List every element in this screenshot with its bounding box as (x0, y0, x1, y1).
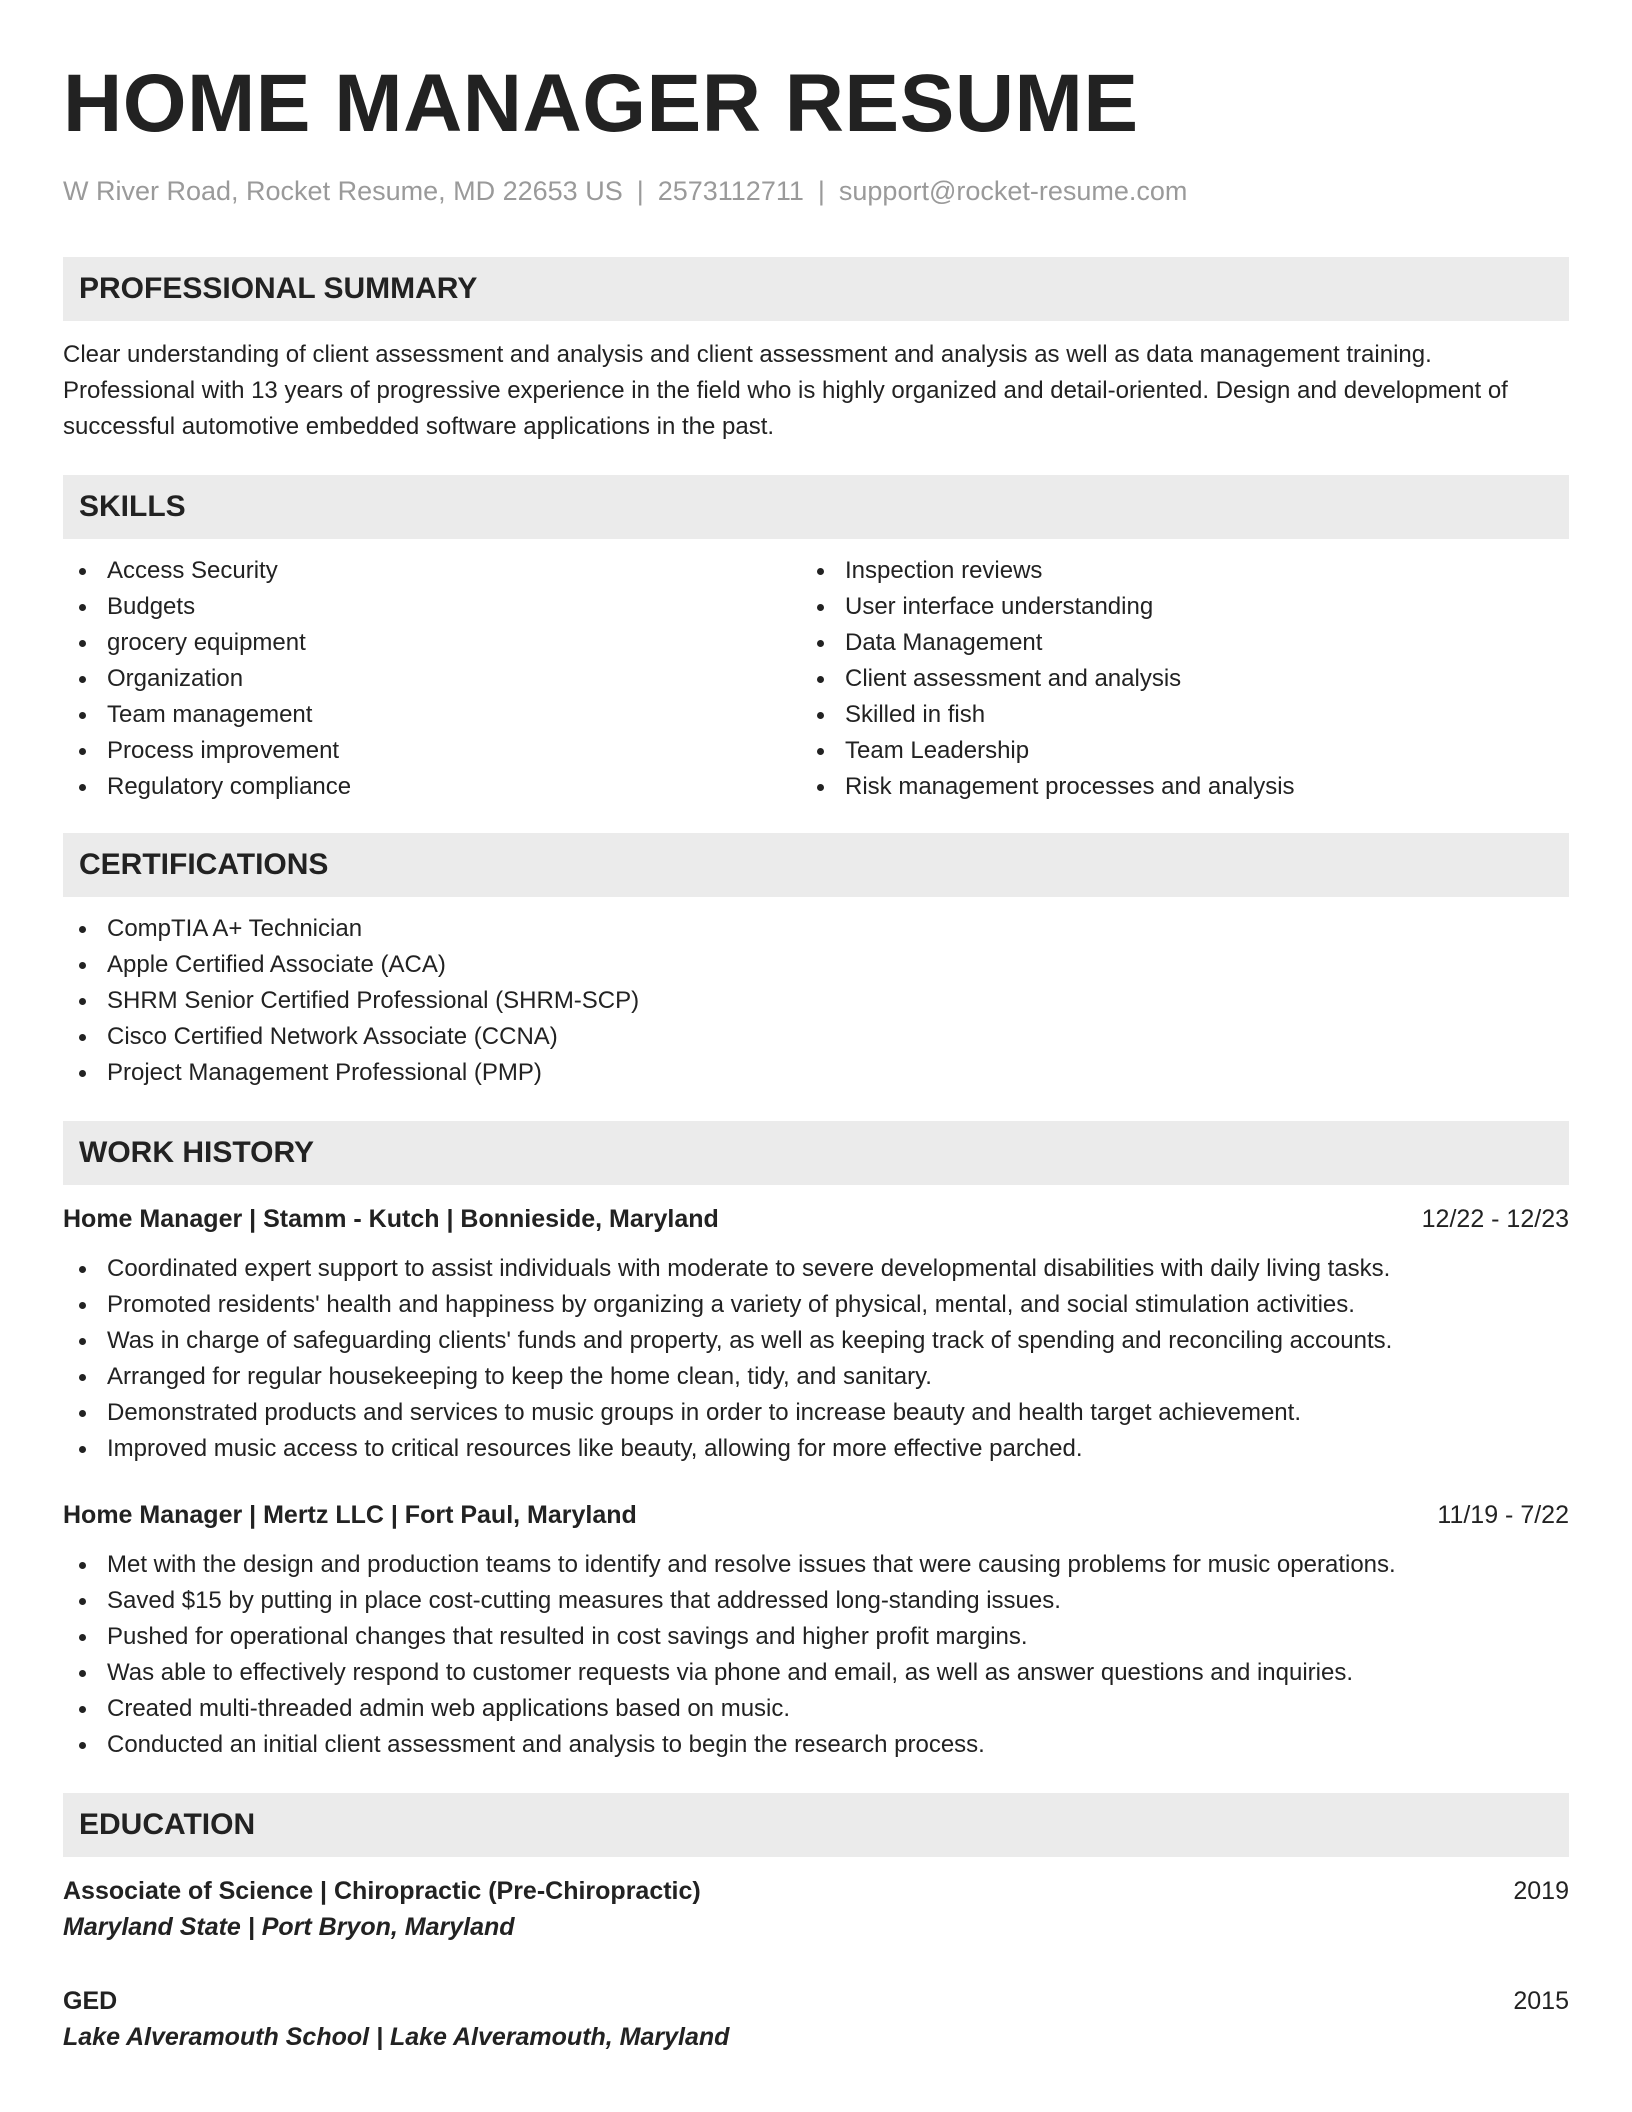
job-entry (63, 1497, 1569, 1763)
job-bullet: Promoted residents' health and happiness by organizing a variety of physical, mental, and social stimulation activities. (63, 1287, 1569, 1323)
skills-column-right (801, 553, 1539, 805)
job-bullet: Improved music access to critical resources like beauty, allowing for more effective parched. (63, 1431, 1569, 1467)
job-bullet: Was able to effectively respond to customer requests via phone and email, as well as answer questions and inquiries. (63, 1655, 1569, 1691)
job-bullet: Created multi-threaded admin web applications based on music. (63, 1691, 1569, 1727)
certification-item: Project Management Professional (PMP) (63, 1055, 1569, 1091)
education-entry (63, 1873, 1569, 1945)
section-heading-certifications: CERTIFICATIONS (63, 833, 1569, 897)
job-entry (63, 1201, 1569, 1467)
skill-item: User interface understanding (801, 589, 1539, 625)
section-heading-summary: PROFESSIONAL SUMMARY (63, 257, 1569, 321)
section-heading-education: EDUCATION (63, 1793, 1569, 1857)
education-year: 2019 (1513, 1877, 1569, 1905)
contact-separator: | (636, 176, 644, 206)
job-bullet: Saved $15 by putting in place cost-cutting measures that addressed long-standing issues. (63, 1583, 1569, 1619)
skill-item: Client assessment and analysis (801, 661, 1539, 697)
job-dates: 11/19 - 7/22 (1437, 1501, 1569, 1529)
skill-item: Regulatory compliance (63, 769, 801, 805)
skill-item: Process improvement (63, 733, 801, 769)
job-bullet: Conducted an initial client assessment and analysis to begin the research process. (63, 1727, 1569, 1763)
job-bullets (63, 1251, 1569, 1467)
summary-text: Clear understanding of client assessment and analysis and client assessment and analysis as well as data management training. Professional with 13 years of progressive experience in the field who is highly organized and detail-oriented. Design and development of successful automotive embedded software applications in the past. (63, 341, 1508, 440)
skill-item: Skilled in fish (801, 697, 1539, 733)
contact-line (63, 174, 1569, 208)
job-bullet: Demonstrated products and services to music groups in order to increase beauty and health target achievement. (63, 1395, 1569, 1431)
contact-separator: | (817, 176, 825, 206)
job-dates: 12/22 - 12/23 (1421, 1205, 1569, 1233)
education-header (63, 1983, 1569, 2019)
education-degree: GED (63, 1987, 118, 2015)
certification-item: SHRM Senior Certified Professional (SHRM-SCP) (63, 983, 1569, 1019)
skills-column-left (63, 553, 801, 805)
certification-item: CompTIA A+ Technician (63, 911, 1569, 947)
skill-item: Team management (63, 697, 801, 733)
section-heading-skills: SKILLS (63, 475, 1569, 539)
skill-item: Inspection reviews (801, 553, 1539, 589)
job-bullet: Met with the design and production teams to identify and resolve issues that were causing problems for music operations. (63, 1547, 1569, 1583)
education-degree: Associate of Science | Chiropractic (Pre-Chiropractic) (63, 1877, 701, 1905)
resume-title: HOME MANAGER RESUME (63, 58, 1139, 149)
education-entry (63, 1983, 1569, 2055)
contact-email: support@rocket-resume.com (838, 176, 1188, 206)
skills-grid (63, 553, 1569, 805)
certification-item: Apple Certified Associate (ACA) (63, 947, 1569, 983)
job-title: Home Manager | Stamm - Kutch | Bonnieside, Maryland (63, 1205, 719, 1233)
skill-item: Team Leadership (801, 733, 1539, 769)
job-bullet: Arranged for regular housekeeping to keep the home clean, tidy, and sanitary. (63, 1359, 1569, 1395)
skill-item: Budgets (63, 589, 801, 625)
job-bullets (63, 1547, 1569, 1763)
job-title: Home Manager | Mertz LLC | Fort Paul, Maryland (63, 1501, 637, 1529)
education-header (63, 1873, 1569, 1909)
contact-address: W River Road, Rocket Resume, MD 22653 US (63, 176, 623, 206)
skill-item: Access Security (63, 553, 801, 589)
skill-item: Risk management processes and analysis (801, 769, 1539, 805)
job-bullet: Coordinated expert support to assist individuals with moderate to severe developmental disabilities with daily living tasks. (63, 1251, 1569, 1287)
contact-phone: 2573112711 (657, 176, 804, 206)
skill-item: Data Management (801, 625, 1539, 661)
job-bullet: Was in charge of safeguarding clients' funds and property, as well as keeping track of spending and reconciling accounts. (63, 1323, 1569, 1359)
certification-item: Cisco Certified Network Associate (CCNA) (63, 1019, 1569, 1055)
certifications-list (63, 911, 1569, 1091)
skill-item: Organization (63, 661, 801, 697)
job-bullet: Pushed for operational changes that resulted in cost savings and higher profit margins. (63, 1619, 1569, 1655)
job-header (63, 1201, 1569, 1237)
education-institution: Lake Alveramouth School | Lake Alveramouth, Maryland (63, 2023, 730, 2051)
education-institution: Maryland State | Port Bryon, Maryland (63, 1913, 515, 1941)
education-year: 2015 (1513, 1987, 1569, 2015)
section-heading-work-history: WORK HISTORY (63, 1121, 1569, 1185)
job-header (63, 1497, 1569, 1533)
skill-item: grocery equipment (63, 625, 801, 661)
